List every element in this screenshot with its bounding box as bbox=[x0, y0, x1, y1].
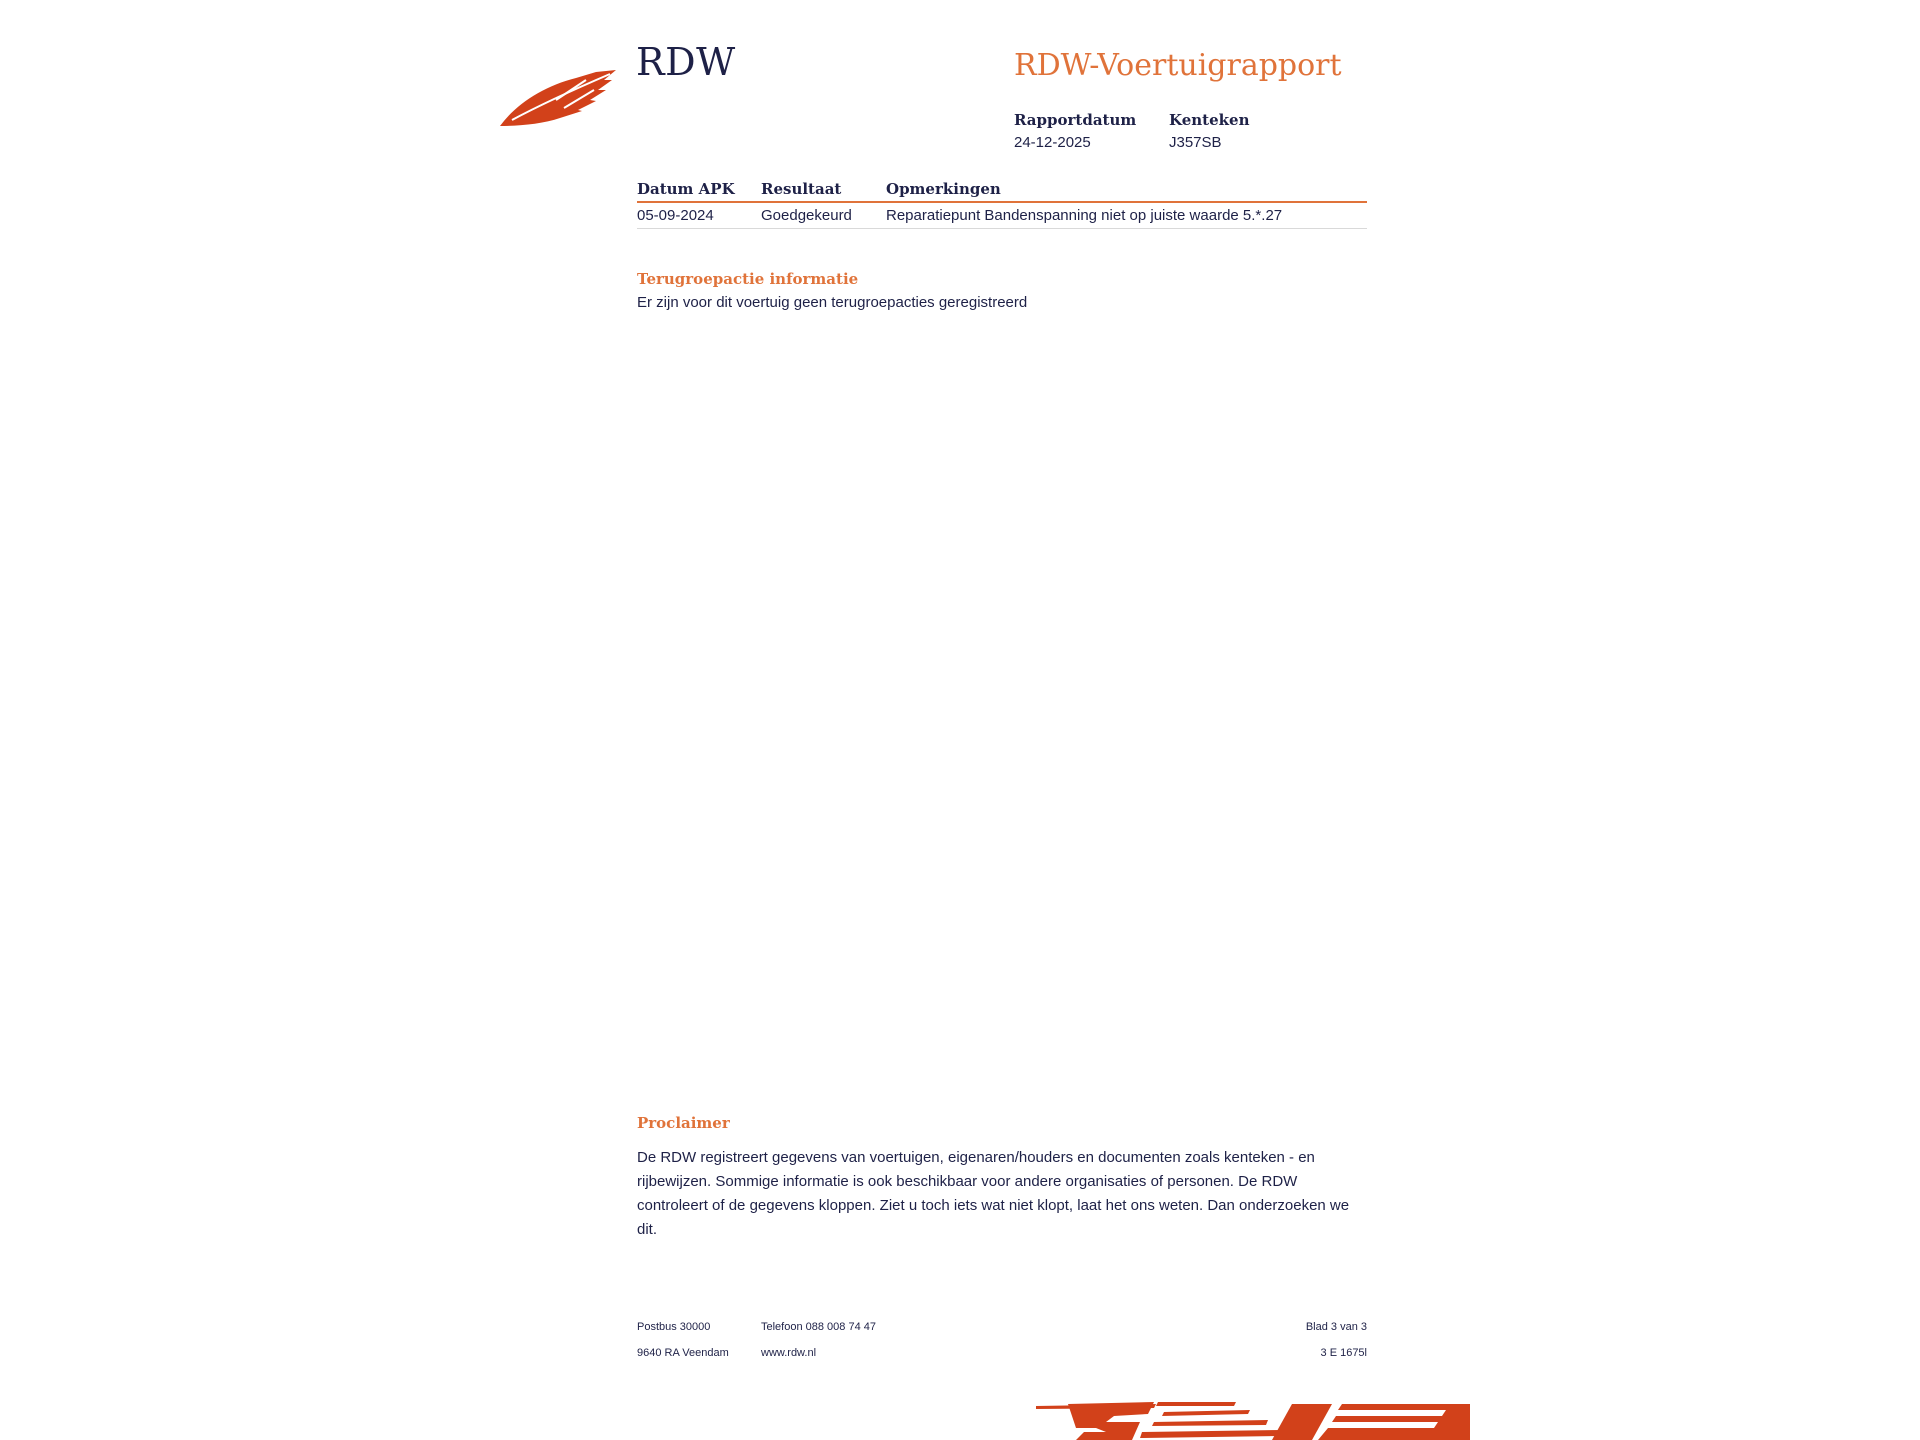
footer-page-number: Blad 3 van 3 bbox=[1305, 1321, 1367, 1333]
footer-phone: Telefoon 088 008 74 47 bbox=[761, 1321, 876, 1333]
footer-address-line1: Postbus 30000 bbox=[637, 1321, 711, 1333]
apk-cell-remarks: Reparatiepunt Bandenspanning niet op juiste waarde 5.*.27 bbox=[886, 202, 1367, 229]
apk-table-header-row bbox=[637, 180, 1367, 202]
recall-text: Er zijn voor dit voertuig geen terugroepacties geregistreerd bbox=[637, 294, 1028, 311]
rdw-feather-icon bbox=[498, 64, 618, 128]
decorative-stripes-graphic bbox=[1036, 1400, 1470, 1440]
plate-label: Kenteken bbox=[1169, 111, 1250, 129]
footer-document-code: 3 E 1675l bbox=[1320, 1347, 1367, 1359]
apk-header-result: Resultaat bbox=[761, 180, 886, 202]
plate-value: J357SB bbox=[1169, 134, 1222, 151]
footer-website[interactable]: www.rdw.nl bbox=[761, 1347, 817, 1359]
apk-cell-result: Goedgekeurd bbox=[761, 202, 886, 229]
recall-heading: Terugroepactie informatie bbox=[637, 270, 859, 288]
apk-cell-date: 05-09-2024 bbox=[637, 202, 761, 229]
apk-table-container bbox=[637, 180, 1367, 229]
report-date-value: 24-12-2025 bbox=[1014, 134, 1091, 151]
proclaimer-heading: Proclaimer bbox=[637, 1114, 730, 1132]
footer-address-line2: 9640 RA Veendam bbox=[637, 1347, 729, 1359]
table-row bbox=[637, 202, 1367, 229]
proclaimer-text: De RDW registreert gegevens van voertuigen, eigenaren/houders en documenten zoals kenteken - en rijbewijzen. Sommige informatie is ook beschikbaar voor andere organisaties of personen. De RDW controleert of de gegevens kloppen. Ziet u toch iets wat niet klopt, laat het ons weten. Dan onderzoeken we dit. bbox=[637, 1149, 1350, 1238]
report-title: RDW-Voertuigrapport bbox=[1014, 48, 1342, 83]
report-date-label: Rapportdatum bbox=[1014, 111, 1137, 129]
apk-header-date: Datum APK bbox=[637, 180, 761, 202]
apk-table bbox=[637, 180, 1367, 229]
apk-header-remarks: Opmerkingen bbox=[886, 180, 1367, 202]
logo-wordmark: RDW bbox=[636, 40, 736, 84]
